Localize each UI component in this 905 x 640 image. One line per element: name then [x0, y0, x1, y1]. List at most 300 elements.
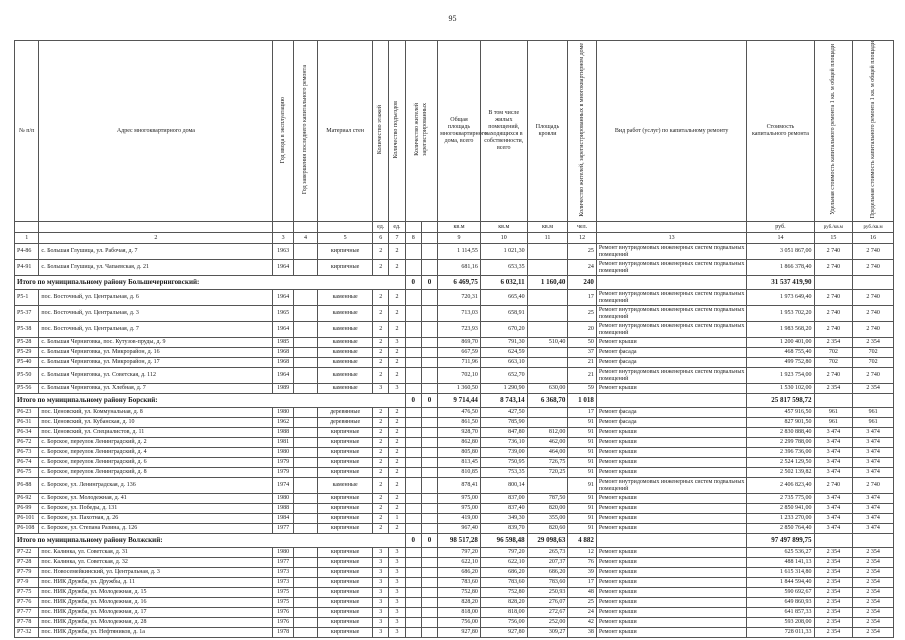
row-year-overhaul	[293, 384, 317, 394]
row-max-cost: 2 354	[853, 618, 894, 628]
row-max-cost: 3 474	[853, 448, 894, 458]
row-max-cost: 2 354	[853, 598, 894, 608]
subtotal-row	[15, 276, 894, 290]
row-address: пос. Ценовский, ул. Коммунальная, д. 8	[39, 408, 273, 418]
row-year: 1964	[273, 322, 293, 338]
row-people: 12	[568, 548, 596, 558]
table-row	[15, 418, 894, 428]
row-entrances: 2	[389, 448, 405, 458]
row-entrances: 3	[389, 628, 405, 638]
row-area2: 753,35	[480, 468, 527, 478]
row-address: с. Борское, ул. Молодежная, д. 41	[39, 494, 273, 504]
row-year-overhaul	[293, 524, 317, 534]
row-area2: 670,20	[480, 322, 527, 338]
row-material: каменные	[318, 306, 373, 322]
row-address: пос. НИК Дружба, ул. Нефтяников, д. 1а	[39, 628, 273, 638]
row-residents-b	[421, 628, 437, 638]
row-material: кирпичные	[318, 468, 373, 478]
row-year: 1964	[273, 260, 293, 276]
table-row	[15, 438, 894, 448]
row-year: 1973	[273, 578, 293, 588]
row-num: Р5-29	[15, 348, 39, 358]
unit-floors: ед.	[373, 222, 389, 233]
row-people: 25	[568, 244, 596, 260]
row-material: каменные	[318, 384, 373, 394]
row-residents-a	[405, 598, 421, 608]
row-area: 975,00	[438, 504, 481, 514]
row-year-overhaul	[293, 322, 317, 338]
total-max	[853, 534, 894, 548]
row-area2: 800,14	[480, 478, 527, 494]
row-material: кирпичные	[318, 494, 373, 504]
row-unit-cost: 2 354	[814, 628, 853, 638]
row-cost: 457 916,50	[747, 408, 814, 418]
row-residents-b	[421, 524, 437, 534]
row-work: Ремонт крыши	[596, 628, 747, 638]
row-year-overhaul	[293, 348, 317, 358]
row-num: Р6-108	[15, 524, 39, 534]
row-area2: 752,80	[480, 588, 527, 598]
row-residents-a	[405, 306, 421, 322]
row-work: Ремонт крыши	[596, 384, 747, 394]
row-cost: 2 299 788,00	[747, 438, 814, 448]
row-area: 419,00	[438, 514, 481, 524]
row-num: Р5-1	[15, 290, 39, 306]
row-unit-cost: 2 354	[814, 384, 853, 394]
row-people: 17	[568, 408, 596, 418]
row-work: Ремонт внутридомовых инженерных систем подвальных помещений	[596, 478, 747, 494]
row-material: каменные	[318, 290, 373, 306]
row-address: пос. Калинка, ул. Советская, д. 32	[39, 558, 273, 568]
row-area: 975,00	[438, 494, 481, 504]
row-residents-a	[405, 408, 421, 418]
row-address: с. Большая Черниговка, ул. Хлебная, д. 7	[39, 384, 273, 394]
row-material: кирпичные	[318, 504, 373, 514]
row-max-cost: 3 474	[853, 504, 894, 514]
total-roof: 29 098,63	[527, 534, 568, 548]
row-area2: 783,60	[480, 578, 527, 588]
row-num: Р5-40	[15, 358, 39, 368]
row-people: 38	[568, 628, 596, 638]
row-people: 91	[568, 514, 596, 524]
total-work	[596, 534, 747, 548]
row-people: 59	[568, 384, 596, 394]
row-roof	[527, 368, 568, 384]
row-people: 21	[568, 368, 596, 384]
row-max-cost: 2 354	[853, 558, 894, 568]
row-work: Ремонт крыши	[596, 468, 747, 478]
row-num: Р6-34	[15, 428, 39, 438]
row-area: 476,50	[438, 408, 481, 418]
unit-max-cost: руб./кв.м	[853, 222, 894, 233]
row-area: 810,85	[438, 468, 481, 478]
column-number	[421, 233, 437, 244]
table-row	[15, 468, 894, 478]
row-num: Р7-78	[15, 618, 39, 628]
row-year: 1975	[273, 598, 293, 608]
row-address: пос. Восточный, ул. Центральная, д. 6	[39, 290, 273, 306]
row-max-cost: 2 740	[853, 290, 894, 306]
row-year: 1984	[273, 514, 293, 524]
row-area2: 1 021,30	[480, 244, 527, 260]
row-work: Ремонт фасада	[596, 418, 747, 428]
column-number: 1	[15, 233, 39, 244]
row-area2: 785,90	[480, 418, 527, 428]
row-year-overhaul	[293, 608, 317, 618]
row-residents-b	[421, 494, 437, 504]
row-max-cost: 961	[853, 418, 894, 428]
total-unit	[814, 276, 853, 290]
row-floors: 2	[373, 448, 389, 458]
row-address: пос. НИК Дружба, ул. Молодежная, д. 17	[39, 608, 273, 618]
total-roof: 6 368,70	[527, 394, 568, 408]
unit-unit-cost: руб./кв.м	[814, 222, 853, 233]
row-address: с. Борское, ул. Ленинградская, д. 136	[39, 478, 273, 494]
row-work: Ремонт крыши	[596, 458, 747, 468]
table-row	[15, 504, 894, 514]
row-year: 1980	[273, 548, 293, 558]
row-address: с. Борское, переулок Ленинградский, д. 8	[39, 468, 273, 478]
row-area: 752,80	[438, 588, 481, 598]
row-unit-cost: 2 740	[814, 244, 853, 260]
row-year: 1973	[273, 568, 293, 578]
row-people: 48	[568, 588, 596, 598]
row-year: 1985	[273, 338, 293, 348]
row-address: пос. Калинка, ул. Советская, д. 31	[39, 548, 273, 558]
row-cost: 499 752,80	[747, 358, 814, 368]
row-work: Ремонт внутридомовых инженерных систем подвальных помещений	[596, 306, 747, 322]
row-work: Ремонт внутридомовых инженерных систем подвальных помещений	[596, 260, 747, 276]
row-residents-b	[421, 260, 437, 276]
header-year-built: Год ввода в эксплуатацию	[279, 96, 286, 163]
row-roof	[527, 290, 568, 306]
row-work: Ремонт крыши	[596, 548, 747, 558]
row-area2: 624,59	[480, 348, 527, 358]
row-year-overhaul	[293, 588, 317, 598]
row-unit-cost: 3 474	[814, 504, 853, 514]
row-num: Р7-75	[15, 588, 39, 598]
row-area: 813,45	[438, 458, 481, 468]
row-entrances: 2	[389, 408, 405, 418]
total-b: 0	[421, 534, 437, 548]
total-area: 9 714,44	[438, 394, 481, 408]
row-residents-a	[405, 418, 421, 428]
row-cost: 2 830 888,40	[747, 428, 814, 438]
row-max-cost: 2 354	[853, 338, 894, 348]
row-roof: 355,00	[527, 514, 568, 524]
row-work: Ремонт крыши	[596, 428, 747, 438]
row-year: 1980	[273, 494, 293, 504]
row-people: 91	[568, 494, 596, 504]
row-year: 1988	[273, 504, 293, 514]
row-roof: 726,75	[527, 458, 568, 468]
row-address: пос. НИК Дружба, ул. Молодежная, д. 28	[39, 618, 273, 628]
row-residents-a	[405, 244, 421, 260]
row-material: кирпичные	[318, 588, 373, 598]
row-unit-cost: 2 354	[814, 558, 853, 568]
column-numbers-row	[15, 233, 894, 244]
header-roof-area: Площадь кровли	[527, 41, 568, 222]
row-unit-cost: 2 354	[814, 598, 853, 608]
row-people: 91	[568, 478, 596, 494]
row-area: 713,03	[438, 306, 481, 322]
column-number: 4	[293, 233, 317, 244]
row-entrances: 2	[389, 428, 405, 438]
row-residents-b	[421, 568, 437, 578]
row-area2: 756,00	[480, 618, 527, 628]
row-year-overhaul	[293, 306, 317, 322]
table-row	[15, 290, 894, 306]
total-area: 6 469,75	[438, 276, 481, 290]
row-floors: 2	[373, 244, 389, 260]
row-address: пос. Ценовский, ул. Кубанская, д. 10	[39, 418, 273, 428]
row-roof	[527, 306, 568, 322]
header-residents-sub: зарегистрированных	[422, 103, 429, 157]
row-year-overhaul	[293, 338, 317, 348]
row-material: кирпичные	[318, 428, 373, 438]
row-floors: 3	[373, 628, 389, 638]
column-number: 6	[373, 233, 389, 244]
row-cost: 2 502 139,82	[747, 468, 814, 478]
row-work: Ремонт крыши	[596, 338, 747, 348]
row-work: Ремонт крыши	[596, 504, 747, 514]
row-address: пос. Ценовский, ул. Специалистов, д. 11	[39, 428, 273, 438]
row-people: 25	[568, 598, 596, 608]
row-residents-b	[421, 368, 437, 384]
header-entrances: Количество подъездов	[393, 100, 400, 159]
row-entrances: 3	[389, 608, 405, 618]
row-residents-b	[421, 418, 437, 428]
row-area2: 427,50	[480, 408, 527, 418]
row-year: 1988	[273, 428, 293, 438]
row-area: 711,96	[438, 358, 481, 368]
row-work: Ремонт крыши	[596, 568, 747, 578]
row-year-overhaul	[293, 628, 317, 638]
row-max-cost: 2 354	[853, 588, 894, 598]
row-year-overhaul	[293, 260, 317, 276]
row-material: кирпичные	[318, 458, 373, 468]
row-area: 720,31	[438, 290, 481, 306]
row-year-overhaul	[293, 558, 317, 568]
row-unit-cost: 2 354	[814, 618, 853, 628]
row-entrances: 3	[389, 568, 405, 578]
row-year: 1975	[273, 588, 293, 598]
table-row	[15, 428, 894, 438]
row-entrances: 2	[389, 260, 405, 276]
row-floors: 2	[373, 368, 389, 384]
header-row	[15, 41, 894, 222]
row-num: Р5-38	[15, 322, 39, 338]
row-work: Ремонт крыши	[596, 578, 747, 588]
row-unit-cost: 3 474	[814, 428, 853, 438]
row-area2: 622,10	[480, 558, 527, 568]
row-work: Ремонт фасада	[596, 408, 747, 418]
row-area: 1 360,50	[438, 384, 481, 394]
row-material: кирпичные	[318, 260, 373, 276]
row-area2: 828,20	[480, 598, 527, 608]
row-num: Р6-73	[15, 448, 39, 458]
header-residents-group: Количество жителей	[413, 103, 420, 157]
row-floors: 2	[373, 260, 389, 276]
row-address: пос. НИК Дружба, ул. Молодежная, д. 15	[39, 588, 273, 598]
header-area-residential: В том числе жилых помещений, находящихся в собственности, всего	[480, 41, 527, 222]
row-floors: 2	[373, 428, 389, 438]
row-residents-a	[405, 558, 421, 568]
row-unit-cost: 2 354	[814, 578, 853, 588]
row-area2: 839,70	[480, 524, 527, 534]
row-max-cost: 2 354	[853, 548, 894, 558]
row-cost: 2 406 823,40	[747, 478, 814, 494]
total-roof: 1 160,40	[527, 276, 568, 290]
row-cost: 2 524 129,50	[747, 458, 814, 468]
row-cost: 1 844 594,40	[747, 578, 814, 588]
total-people: 240	[568, 276, 596, 290]
row-year: 1976	[273, 618, 293, 628]
row-residents-b	[421, 290, 437, 306]
row-roof: 787,50	[527, 494, 568, 504]
row-residents-a	[405, 428, 421, 438]
row-max-cost: 2 740	[853, 306, 894, 322]
row-area: 861,50	[438, 418, 481, 428]
row-entrances: 2	[389, 458, 405, 468]
table-row	[15, 368, 894, 384]
row-cost: 827 901,50	[747, 418, 814, 428]
row-unit-cost: 2 354	[814, 548, 853, 558]
row-max-cost: 3 474	[853, 514, 894, 524]
row-max-cost: 2 740	[853, 322, 894, 338]
row-material: каменные	[318, 478, 373, 494]
total-max	[853, 394, 894, 408]
row-people: 50	[568, 338, 596, 348]
row-address: с. Борское, ул. Пахотная, д. 26	[39, 514, 273, 524]
row-address: с. Большая Черниговка, ул. Микрорайон, д. 17	[39, 358, 273, 368]
overhaul-program-table	[14, 40, 894, 638]
row-cost: 1 973 649,40	[747, 290, 814, 306]
row-year: 1978	[273, 628, 293, 638]
row-area: 869,70	[438, 338, 481, 348]
row-entrances: 2	[389, 524, 405, 534]
row-residents-b	[421, 598, 437, 608]
row-area: 702,10	[438, 368, 481, 384]
row-residents-a	[405, 588, 421, 598]
row-people: 24	[568, 260, 596, 276]
row-residents-b	[421, 608, 437, 618]
row-area2: 818,00	[480, 608, 527, 618]
total-work	[596, 394, 747, 408]
row-area: 622,10	[438, 558, 481, 568]
row-floors: 3	[373, 558, 389, 568]
row-address: с. Борское, переулок Ленинградский, д. 4	[39, 448, 273, 458]
row-num: Р7-76	[15, 598, 39, 608]
row-residents-b	[421, 558, 437, 568]
row-max-cost: 2 740	[853, 260, 894, 276]
row-roof	[527, 358, 568, 368]
row-residents-a	[405, 494, 421, 504]
row-entrances: 1	[389, 514, 405, 524]
row-roof: 464,00	[527, 448, 568, 458]
row-entrances: 2	[389, 322, 405, 338]
row-material: кирпичные	[318, 598, 373, 608]
row-roof: 272,67	[527, 608, 568, 618]
row-people: 25	[568, 306, 596, 322]
row-year-overhaul	[293, 514, 317, 524]
row-cost: 1 923 754,00	[747, 368, 814, 384]
row-area: 878,41	[438, 478, 481, 494]
row-unit-cost: 3 474	[814, 524, 853, 534]
row-year-overhaul	[293, 468, 317, 478]
unit-entrances: ед.	[389, 222, 405, 233]
row-area2: 665,40	[480, 290, 527, 306]
table-row	[15, 568, 894, 578]
header-address: Адрес многоквартирного дома	[39, 41, 273, 222]
row-area: 756,00	[438, 618, 481, 628]
table-row	[15, 588, 894, 598]
row-unit-cost: 702	[814, 358, 853, 368]
row-floors: 3	[373, 618, 389, 628]
row-people: 17	[568, 578, 596, 588]
row-roof: 686,20	[527, 568, 568, 578]
row-unit-cost: 2 740	[814, 322, 853, 338]
row-num: Р7-22	[15, 548, 39, 558]
total-area: 98 517,28	[438, 534, 481, 548]
row-entrances: 2	[389, 358, 405, 368]
row-address: с. Большая Черниговка, пос. Кутузов-пруды, д. 9	[39, 338, 273, 348]
total-cost: 97 497 899,75	[747, 534, 814, 548]
row-area: 818,00	[438, 608, 481, 618]
total-area2: 6 032,11	[480, 276, 527, 290]
row-roof	[527, 418, 568, 428]
row-max-cost: 702	[853, 358, 894, 368]
row-year-overhaul	[293, 418, 317, 428]
row-area: 1 114,55	[438, 244, 481, 260]
row-area: 667,59	[438, 348, 481, 358]
row-residents-a	[405, 618, 421, 628]
table-row	[15, 478, 894, 494]
row-people: 91	[568, 458, 596, 468]
row-entrances: 2	[389, 478, 405, 494]
row-floors: 3	[373, 384, 389, 394]
row-floors: 2	[373, 514, 389, 524]
table-row	[15, 494, 894, 504]
header-max-cost: Предельная стоимость капитального ремонта 1 кв. м общей площади	[869, 41, 876, 219]
table-row	[15, 384, 894, 394]
row-residents-b	[421, 588, 437, 598]
row-year-overhaul	[293, 618, 317, 628]
row-unit-cost: 702	[814, 348, 853, 358]
row-roof	[527, 322, 568, 338]
row-cost: 1 200 401,00	[747, 338, 814, 348]
row-area: 805,80	[438, 448, 481, 458]
row-unit-cost: 3 474	[814, 514, 853, 524]
row-residents-a	[405, 368, 421, 384]
row-material: деревянные	[318, 418, 373, 428]
table-row	[15, 524, 894, 534]
total-unit	[814, 394, 853, 408]
row-year: 1976	[273, 608, 293, 618]
row-cost: 649 860,93	[747, 598, 814, 608]
row-cost: 2 396 736,00	[747, 448, 814, 458]
row-entrances: 3	[389, 384, 405, 394]
row-area: 862,80	[438, 438, 481, 448]
row-floors: 2	[373, 408, 389, 418]
row-material: каменные	[318, 322, 373, 338]
header-floors: Количество этажей	[377, 105, 384, 155]
row-residents-a	[405, 290, 421, 306]
row-work: Ремонт внутридомовых инженерных систем подвальных помещений	[596, 368, 747, 384]
row-num: Р4-86	[15, 244, 39, 260]
row-area2: 653,35	[480, 260, 527, 276]
row-work: Ремонт фасада	[596, 358, 747, 368]
